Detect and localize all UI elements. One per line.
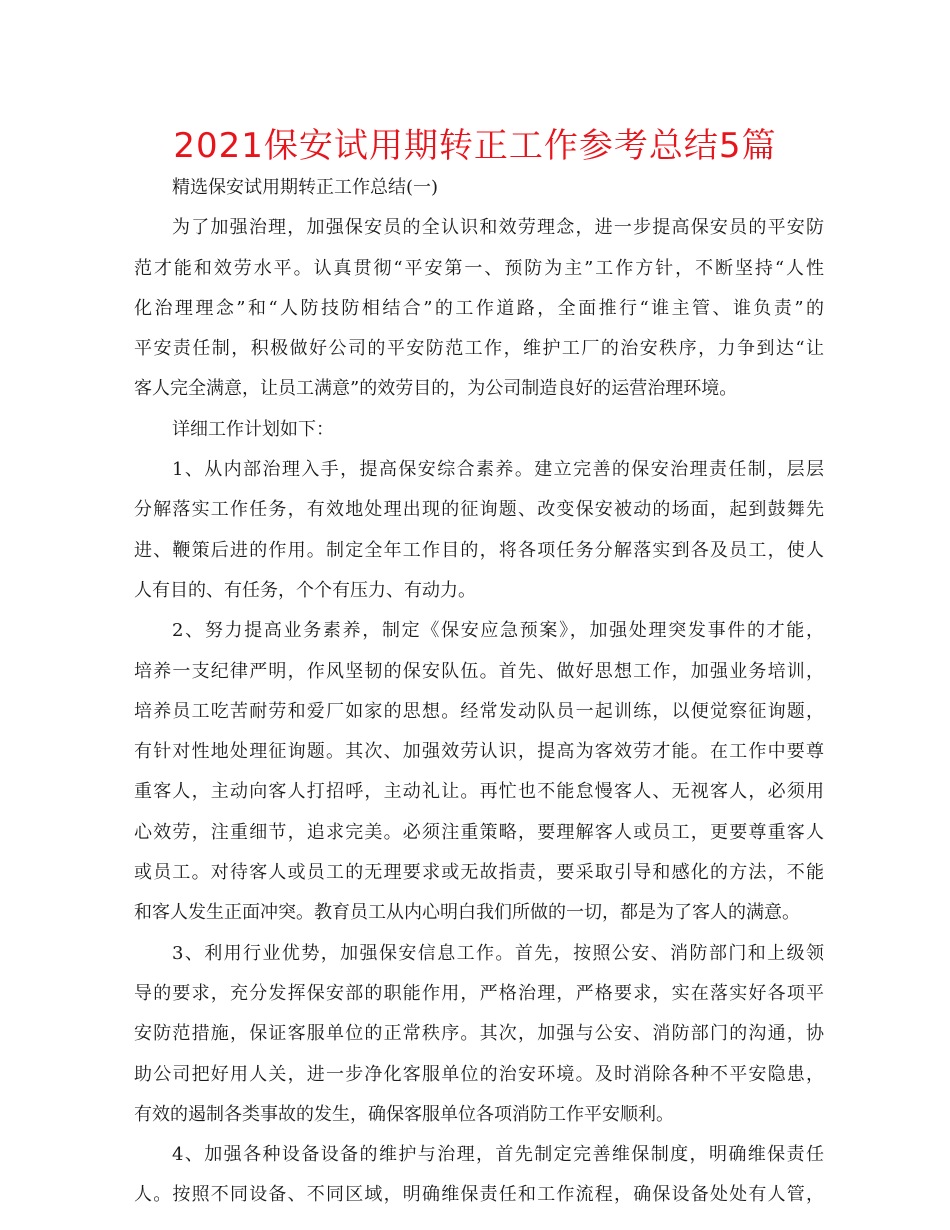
text-line: 或员工。对待客人或员工的无理要求或无故指责，要采取引导和感化的方法，不能 (134, 862, 824, 884)
text-line: 培养员工吃苦耐劳和爱厂如家的思想。经常发动队员一起训练，以便觉察征询题， (134, 700, 824, 722)
paragraph-plan-heading (134, 410, 824, 450)
text-line: 和客人发生正面冲突。教育员工从内心明白我们所做的一切，都是为了客人的满意。 (134, 902, 800, 924)
text-line: 重客人，主动向客人打招呼，主动礼让。再忙也不能怠慢客人、无视客人，必须用 (134, 781, 824, 803)
text-line: 有针对性地处理征询题。其次、加强效劳认识，提高为客效劳才能。在工作中要尊 (134, 741, 824, 763)
text-line: 1、从内部治理入手，提高保安综合素养。建立完善的保安治理责任制，层层 (172, 459, 824, 481)
paragraph-subtitle (134, 168, 824, 208)
text-line: 平安责任制，积极做好公司的平安防范工作，维护工厂的治安秩序，力争到达“让 (134, 338, 824, 360)
paragraph-item-2 (134, 611, 824, 933)
text-line: 安防范措施，保证客服单位的正常秩序。其次，加强与公安、消防部门的沟通，协 (134, 1023, 824, 1045)
paragraph-item-1 (134, 450, 824, 611)
text-line: 导的要求，充分发挥保安部的职能作用，严格治理，严格要求，实在落实好各项平 (134, 982, 824, 1004)
document-body (134, 168, 824, 1216)
text-line: 范才能和效劳水平。认真贯彻“平安第一、预防为主”工作方针，不断坚持“人性 (134, 257, 824, 279)
paragraph-item-4 (134, 1135, 824, 1216)
text-line: 人有目的、有任务，个个有压力、有动力。 (134, 579, 476, 601)
text-line: 化治理理念”和“人防技防相结合”的工作道路，全面推行“谁主管、谁负责”的 (134, 297, 824, 319)
text-line: 分解落实工作任务，有效地处理出现的征询题、改变保安被动的场面，起到鼓舞先 (134, 499, 824, 521)
text-line: 2、努力提高业务素养，制定《保安应急预案》，加强处理突发事件的才能， (172, 620, 824, 642)
text-line: 为了加强治理，加强保安员的全认识和效劳理念，进一步提高保安员的平安防 (172, 217, 824, 239)
text-line: 4、加强各种设备设备的维护与治理，首先制定完善维保制度，明确维保责任 (172, 1144, 824, 1166)
text-line: 精选保安试用期转正工作总结(一) (172, 177, 439, 198)
text-line: 培养一支纪律严明，作风坚韧的保安队伍。首先、做好思想工作，加强业务培训， (134, 660, 824, 682)
text-line: 心效劳，注重细节，追求完美。必须注重策略，要理解客人或员工，更要尊重客人 (134, 821, 824, 843)
paragraph-intro (134, 208, 824, 409)
text-line: 客人完全满意，让员工满意”的效劳目的，为公司制造良好的运营治理环境。 (134, 378, 738, 400)
text-line: 3、利用行业优势，加强保安信息工作。首先，按照公安、消防部门和上级领 (172, 942, 824, 964)
paragraph-item-3 (134, 934, 824, 1135)
text-line: 助公司把好用人关，进一步净化客服单位的治安环境。及时消除各种不平安隐患， (134, 1063, 824, 1085)
text-line: 详细工作计划如下： (172, 418, 334, 440)
text-line: 人。按照不同设备、不同区域，明确维保责任和工作流程，确保设备处处有人管， (134, 1184, 824, 1206)
document-title: 2021保安试用期转正工作参考总结5篇 (173, 126, 777, 166)
text-line: 有效的遏制各类事故的发生，确保客服单位各项消防工作平安顺利。 (134, 1103, 674, 1125)
text-line: 进、鞭策后进的作用。制定全年工作目的，将各项任务分解落实到各及员工，使人 (134, 539, 824, 561)
